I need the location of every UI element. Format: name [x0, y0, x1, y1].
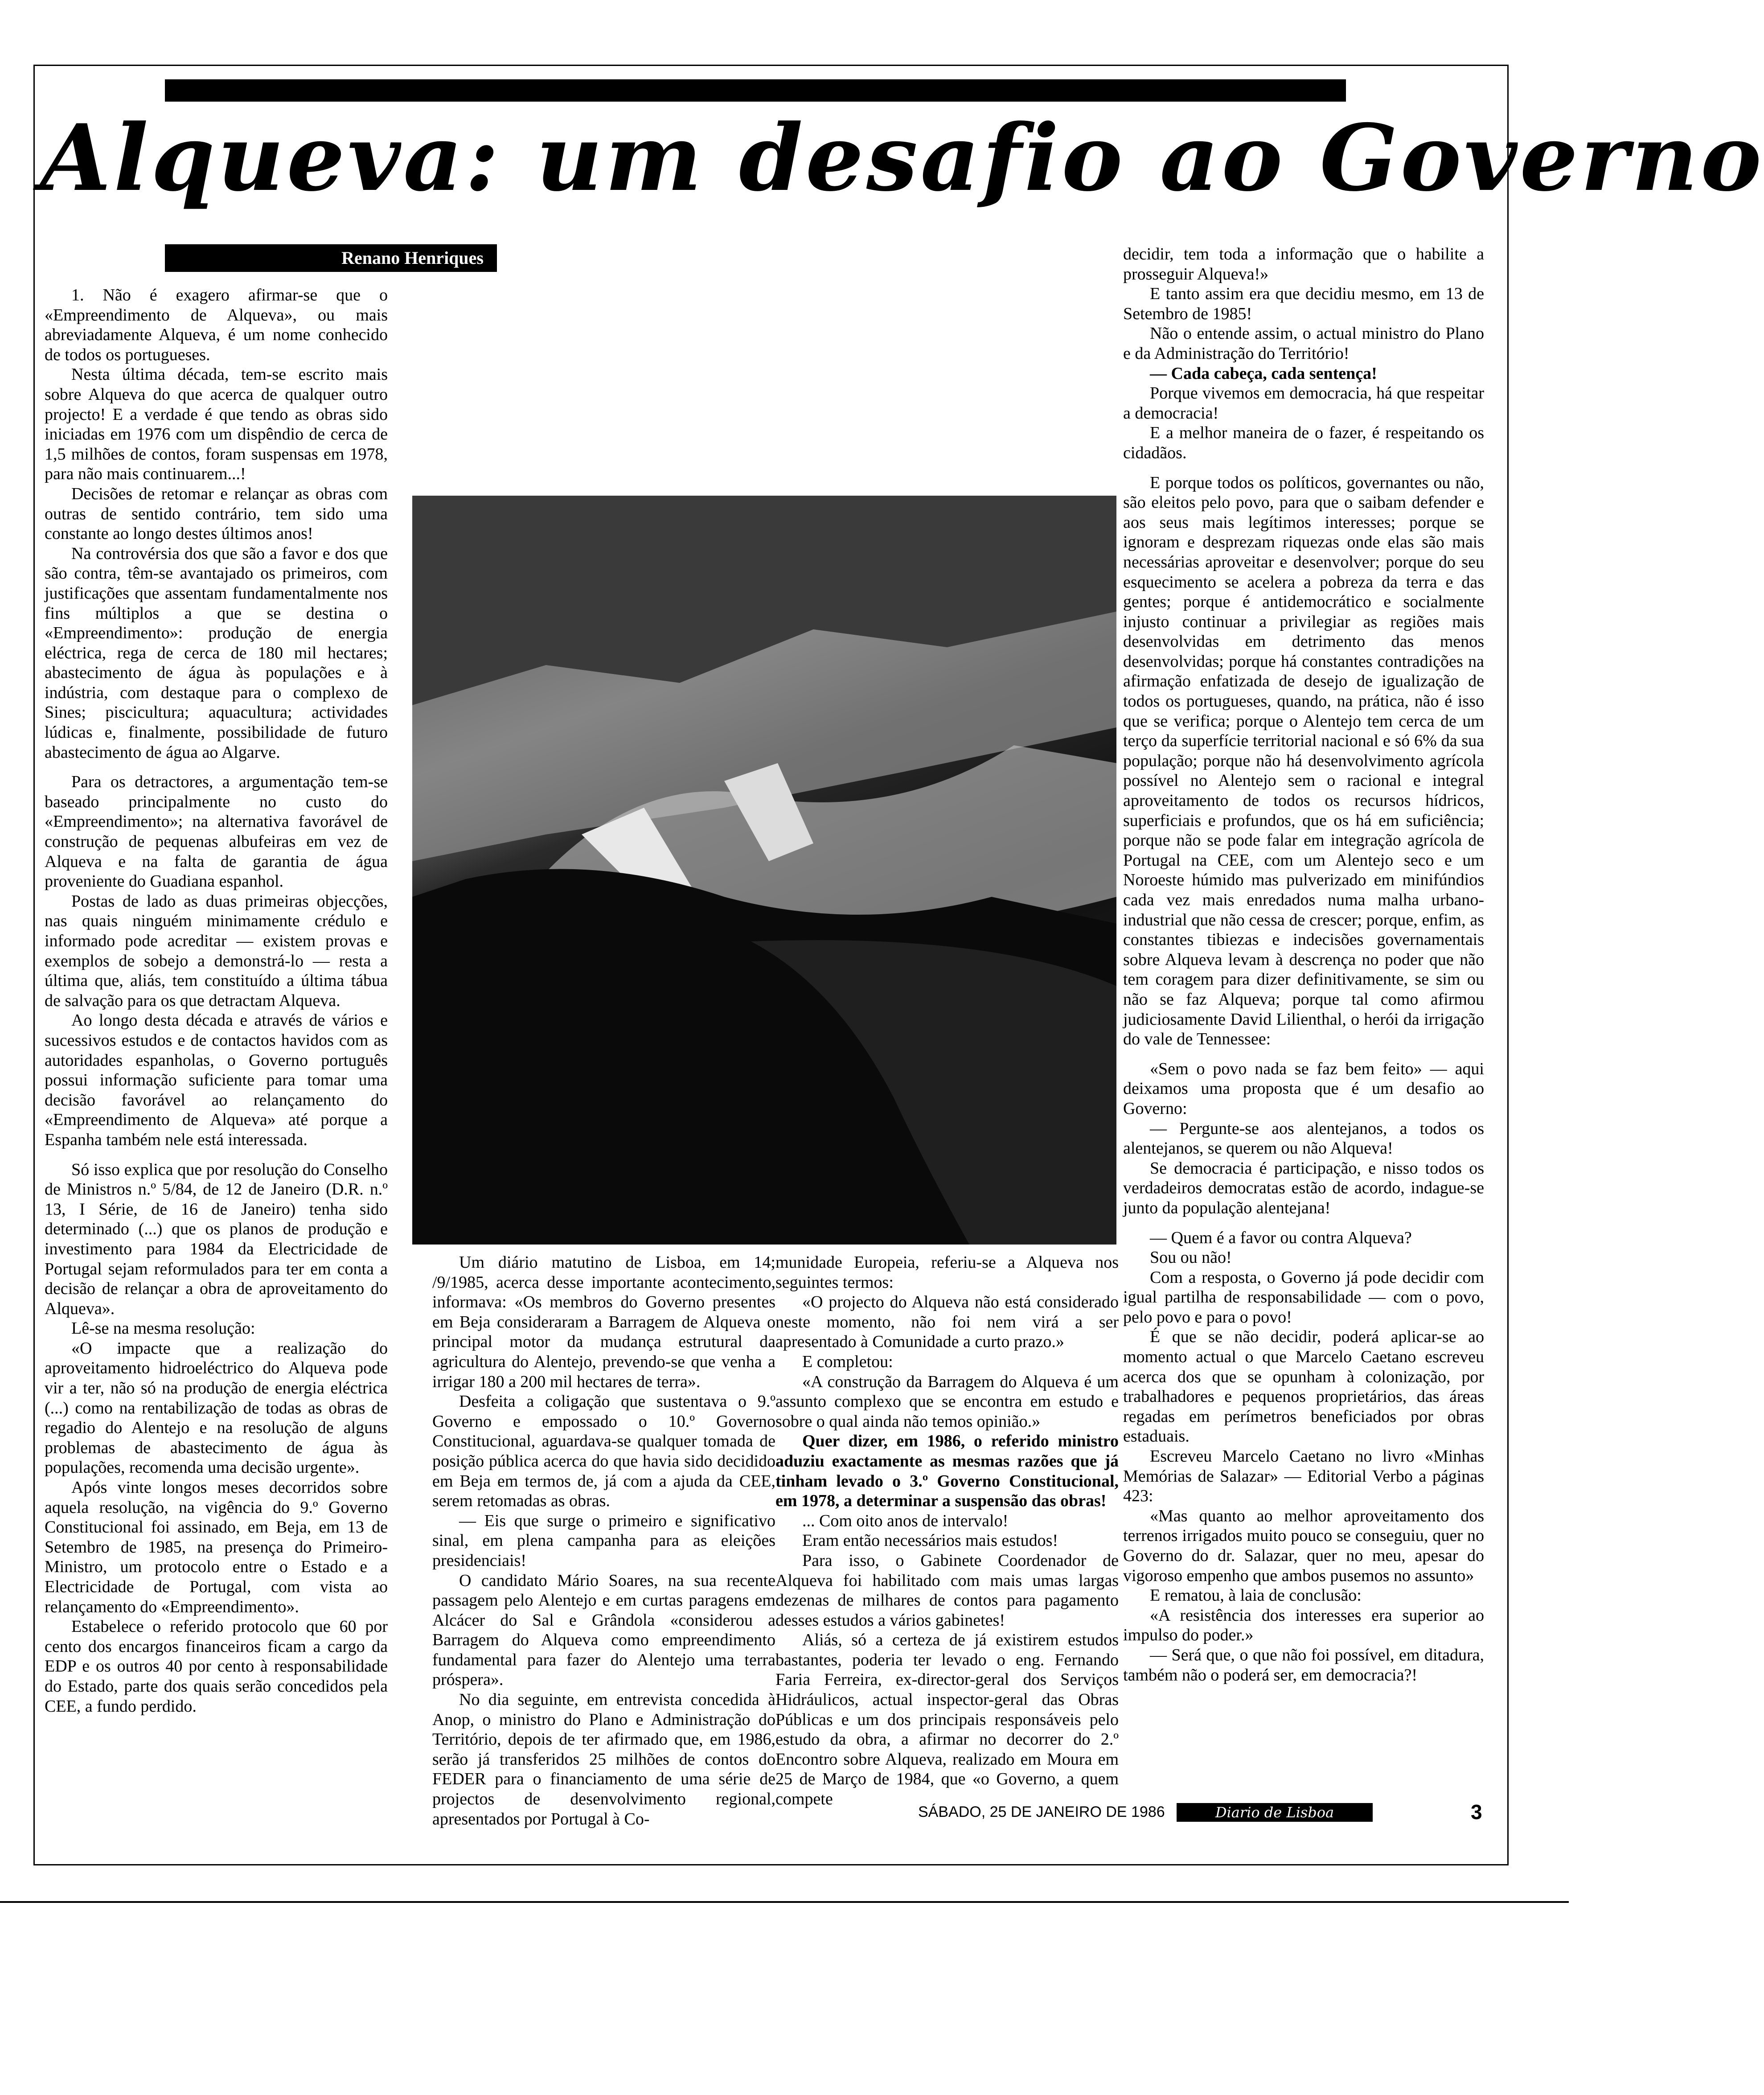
paragraph: Para isso, o Gabinete Coordenador de Alqueva foi habilitado com mais umas largas dezenas de milhares de contos para pagamento desses estudos a vários gabinetes!	[775, 1551, 1119, 1630]
paragraph: Não o entende assim, o actual ministro do Plano e da Administração do Território!	[1123, 324, 1484, 363]
paragraph: Desfeita a coligação que sustentava o 9.º Governo e empossado o 10.º Governo Constitucional, aguardava-se qualquer tomada de posição pública acerca do que havia sido decidido em Beja em termos de, já com a ajuda da CEE, serem retomadas as obras.	[432, 1392, 775, 1511]
paragraph: Na controvérsia dos que são a favor e dos que são contra, têm-se avantajado os primeiros, com justificações que assentam fundamentalmente nos fins múltiplos a que se destina o «Empreendimento»: produção de energia eléctrica, rega de cerca de 180 mil hectares; abastecimento de água às populações e à indústria, com destaque para o complexo de Sines; piscicultura; aquacultura; actividades lúdicas e, finalmente, possibilidade de futuro abastecimento de água ao Algarve.	[45, 544, 388, 762]
paragraph: Um diário matutino de Lisboa, em 14; /9/1985, acerca desse importante acontecimento, informava: «Os membros do Governo presentes em Beja consideraram a Barragem de Alqueva o principal motor da mudança estrutural da agricultura do Alentejo, prevendo-se que venha a irrigar 180 a 200 mil hectares de terra».	[432, 1253, 775, 1391]
paragraph: E rematou, à laia de conclusão:	[1150, 1586, 1362, 1605]
column-3	[775, 1253, 1119, 1841]
column-2	[432, 1253, 775, 1841]
paragraph: Aliás, só a certeza de já existirem estudos bastantes, poderia ter levado o eng. Fernando Faria Ferreira, ex-director-geral dos Serviços Hidráulicos, actual inspector-geral das Obras Públicas e um dos principais responsáveis pelo estudo da obra, a afirmar no decorrer do 2.º Encontro sobre Alqueva, realizado em Moura em 25 de Março de 1984, que «o Governo, a quem compete	[775, 1631, 1119, 1809]
paragraph: — Quem é a favor ou contra Alqueva?	[1150, 1228, 1412, 1247]
paragraph: — Cada cabeça, cada sentença!	[1150, 364, 1377, 383]
paragraph: Porque vivemos em democracia, há que respeitar a democracia!	[1123, 384, 1484, 423]
quote-paragraph: «A construção da Barragem do Alqueva é um assunto complexo que se encontra em estudo e sobre o qual ainda não temos opinião.»	[775, 1372, 1119, 1431]
paragraph: E completou:	[802, 1352, 893, 1371]
paragraph: O candidato Mário Soares, na sua recente passagem pelo Alentejo e em curtas paragens em Alcácer do Sal e Grândola «considerou a Barragem do Alqueva como empreendimento fundamental para fazer do Alentejo uma terra próspera».	[432, 1571, 775, 1689]
paragraph: Sou ou não!	[1150, 1248, 1232, 1267]
paragraph: Com a resposta, o Governo já pode decidir com igual partilha de responsabilidade — com o povo, pelo povo e para o povo!	[1123, 1268, 1484, 1327]
paragraph: É que se não decidir, poderá aplicar-se ao momento actual o que Marcelo Caetano escreveu acerca dos que se opunham à colonização, por trabalhadores e pequenos proprietários, das áreas regadas em perímetros beneficiados por obras estaduais.	[1123, 1327, 1484, 1446]
column-4	[1123, 244, 1484, 1840]
paragraph: Escreveu Marcelo Caetano no livro «Minhas Memórias de Salazar» — Editorial Verbo a páginas 423:	[1123, 1447, 1484, 1506]
paragraph: Eram então necessários mais estudos!	[802, 1531, 1058, 1550]
paragraph: Decisões de retomar e relançar as obras com outras de sentido contrário, tem sido uma constante ao longo destes últimos anos!	[45, 484, 388, 543]
dam-photo	[412, 496, 1116, 1245]
quote-paragraph: «O impacte que a realização do aproveitamento hidroeléctrico do Alqueva pode vir a ter, não só na produção de energia eléctrica (...) como na rentabilização de todas as obras de regadio do Alentejo e na resolução de alguns problemas de abastecimento de água às populações, recomenda uma decisão urgente».	[45, 1339, 388, 1477]
paragraph: Estabelece o referido protocolo que 60 por cento dos encargos financeiros ficam a cargo da EDP e os outros 40 por cento à responsabilidade do Estado, parte dos quais serão concedidos pela CEE, a fundo perdido.	[45, 1617, 388, 1716]
paragraph: munidade Europeia, referiu-se a Alqueva nos seguintes termos:	[775, 1253, 1119, 1292]
byline: Renano Henriques	[165, 244, 497, 272]
headline: Alqueva: um desafio ao Governo	[40, 105, 1764, 212]
quote-paragraph: «Mas quanto ao melhor aproveitamento dos terrenos irrigados muito pouco se conseguiu, quer no Governo do dr. Salazar, quer no meu, apesar do vigoroso empenho que ambos pusemos no assunto»	[1123, 1506, 1484, 1585]
column-1	[45, 285, 388, 1845]
paragraph: Após vinte longos meses decorridos sobre aquela resolução, na vigência do 9.º Governo Constitucional foi assinado, em Beja, em 13 de Setembro de 1985, na presença do Primeiro-Ministro, um protocolo entre o Estado e a Electricidade de Portugal, com vista ao relançamento do «Empreendimento».	[45, 1478, 388, 1616]
paragraph: Só isso explica que por resolução do Conselho de Ministros n.º 5/84, de 12 de Janeiro (D.R. n.º 13, I Série, de 16 de Janeiro) tenha sido determinado (...) que os planos de produção e investimento para 1984 da Electricidade de Portugal sejam reformulados para ter em conta a decisão de relançar a obra de aproveitamento do Alqueva».	[45, 1160, 388, 1318]
page-number: 3	[1471, 1800, 1482, 1824]
bottom-rule	[0, 1901, 1569, 1903]
paragraph: 1. Não é exagero afirmar-se que o «Empreendimento de Alqueva», ou mais abreviadamente Alqueva, é um nome conhecido de todos os portugueses.	[45, 286, 388, 364]
paragraph: — Eis que surge o primeiro e significativo sinal, em plena campanha para as eleições presidenciais!	[432, 1511, 775, 1570]
paragraph: No dia seguinte, em entrevista concedida à Anop, o ministro do Plano e Administração do Território, depois de ter afirmado que, em 1986, serão já transferidos 25 milhões de contos do FEDER para o financiamento de uma série de projectos de desenvolvimento regional, apresentados por Portugal à Co-	[432, 1690, 775, 1828]
paragraph: ... Com oito anos de intervalo!	[802, 1511, 1009, 1530]
paragraph: «Sem o povo nada se faz bem feito» — aqui deixamos uma proposta que é um desafio ao Governo:	[1123, 1059, 1484, 1118]
issue-date: SÁBADO, 25 DE JANEIRO DE 1986	[918, 1803, 1165, 1820]
paragraph: Nesta última década, tem-se escrito mais sobre Alqueva do que acerca de qualquer outro projecto! E a verdade é que tendo as obras sido iniciadas em 1976 com um dispêndio de cerca de 1,5 milhões de contos, foram suspensas em 1978, para não mais continuarem...!	[45, 365, 388, 484]
quote-paragraph: «O projecto do Alqueva não está considerado neste momento, não foi nem virá a ser apresentado à Comunidade a curto prazo.»	[775, 1293, 1119, 1351]
quote-paragraph: «A resistência dos interesses era superior ao impulso do poder.»	[1123, 1606, 1484, 1645]
paragraph: Para os detractores, a argumentação tem-se baseado principalmente no custo do «Empreendimento»; na alternativa favorável de construção de pequenas albufeiras em vez de Alqueva e na falta de garantia de água proveniente do Guadiana espanhol.	[45, 772, 388, 891]
paragraph: — Pergunte-se aos alentejanos, a todos os alentejanos, se querem ou não Alqueva!	[1123, 1119, 1484, 1158]
page-footer	[918, 1799, 1497, 1825]
newspaper-masthead: Diario de Lisboa	[1177, 1803, 1373, 1822]
dam-photo-illustration	[412, 496, 1116, 1245]
paragraph: decidir, tem toda a informação que o habilite a prosseguir Alqueva!»	[1123, 245, 1484, 283]
paragraph: E a melhor maneira de o fazer, é respeitando os cidadãos.	[1123, 423, 1484, 462]
paragraph: Postas de lado as duas primeiras objecções, nas quais ninguém minimamente crédulo e informado pode acreditar — existem provas e exemplos de sobejo a demonstrá-lo — resta a última que, aliás, tem constituído a última tábua de salvação para os que detractam Alqueva.	[45, 891, 388, 1010]
paragraph: E tanto assim era que decidiu mesmo, em 13 de Setembro de 1985!	[1123, 284, 1484, 323]
paragraph: — Será que, o que não foi possível, em ditadura, também não o poderá ser, em democracia?!	[1123, 1645, 1484, 1684]
paragraph: Lê-se na mesma resolução:	[71, 1319, 255, 1338]
paragraph: Ao longo desta década e através de vários e sucessivos estudos e de contactos havidos com as autoridades espanholas, o Governo português possui informação suficiente para tomar uma decisão favorável ao relançamento do «Empreendimento de Alqueva» até porque a Espanha também nele está interessada.	[45, 1011, 388, 1149]
paragraph: E porque todos os políticos, governantes ou não, são eleitos pelo povo, para que o saibam defender e aos seus mais legítimos interesses; porque se ignoram e desprezam riquezas onde elas são mais necessárias aproveitar e desenvolver; porque do seu esquecimento se acelera a pobreza da terra e das gentes; porque é antidemocrático e socialmente injusto continuar a privilegiar as regiões mais desenvolvidas em detrimento das menos desenvolvidas; porque há constantes contradições na afirmação enfatizada de desejo de igualização de todos os portugueses, quando, na prática, não é isso que se verifica; porque o Alentejo tem cerca de um terço da superfície territorial nacional e só 6% da sua população; porque não há desenvolvimento agrícola possível no Alentejo sem o racional e integral aproveitamento de todos os recursos hídricos, superficiais e profundos, que os há em suficiência; porque não se pode falar em integração agrícola de Portugal na CEE, com um Alentejo seco e um Noroeste húmido mas pulverizado em minifúndios cada vez mais enredados numa malha urbano-industrial que não cessa de crescer; porque, enfim, as constantes tibiezas e indecisões governamentais sobre Alqueva levam à descrença no poder que não tem coragem para dizer definitivamente, se sim ou não se faz Alqueva; porque tal como afirmou judiciosamente David Lilienthal, o herói da irrigação do vale de Tennessee:	[1123, 473, 1484, 1049]
paragraph: Quer dizer, em 1986, o referido ministro aduziu exactamente as mesmas razões que já tinham levado o 3.º Governo Constitucional, em 1978, a determinar a suspensão das obras!	[775, 1432, 1119, 1511]
paragraph: Se democracia é participação, e nisso todos os verdadeiros democratas estão de acordo, indague-se junto da população alentejana!	[1123, 1158, 1484, 1217]
title-rule	[165, 79, 1346, 102]
